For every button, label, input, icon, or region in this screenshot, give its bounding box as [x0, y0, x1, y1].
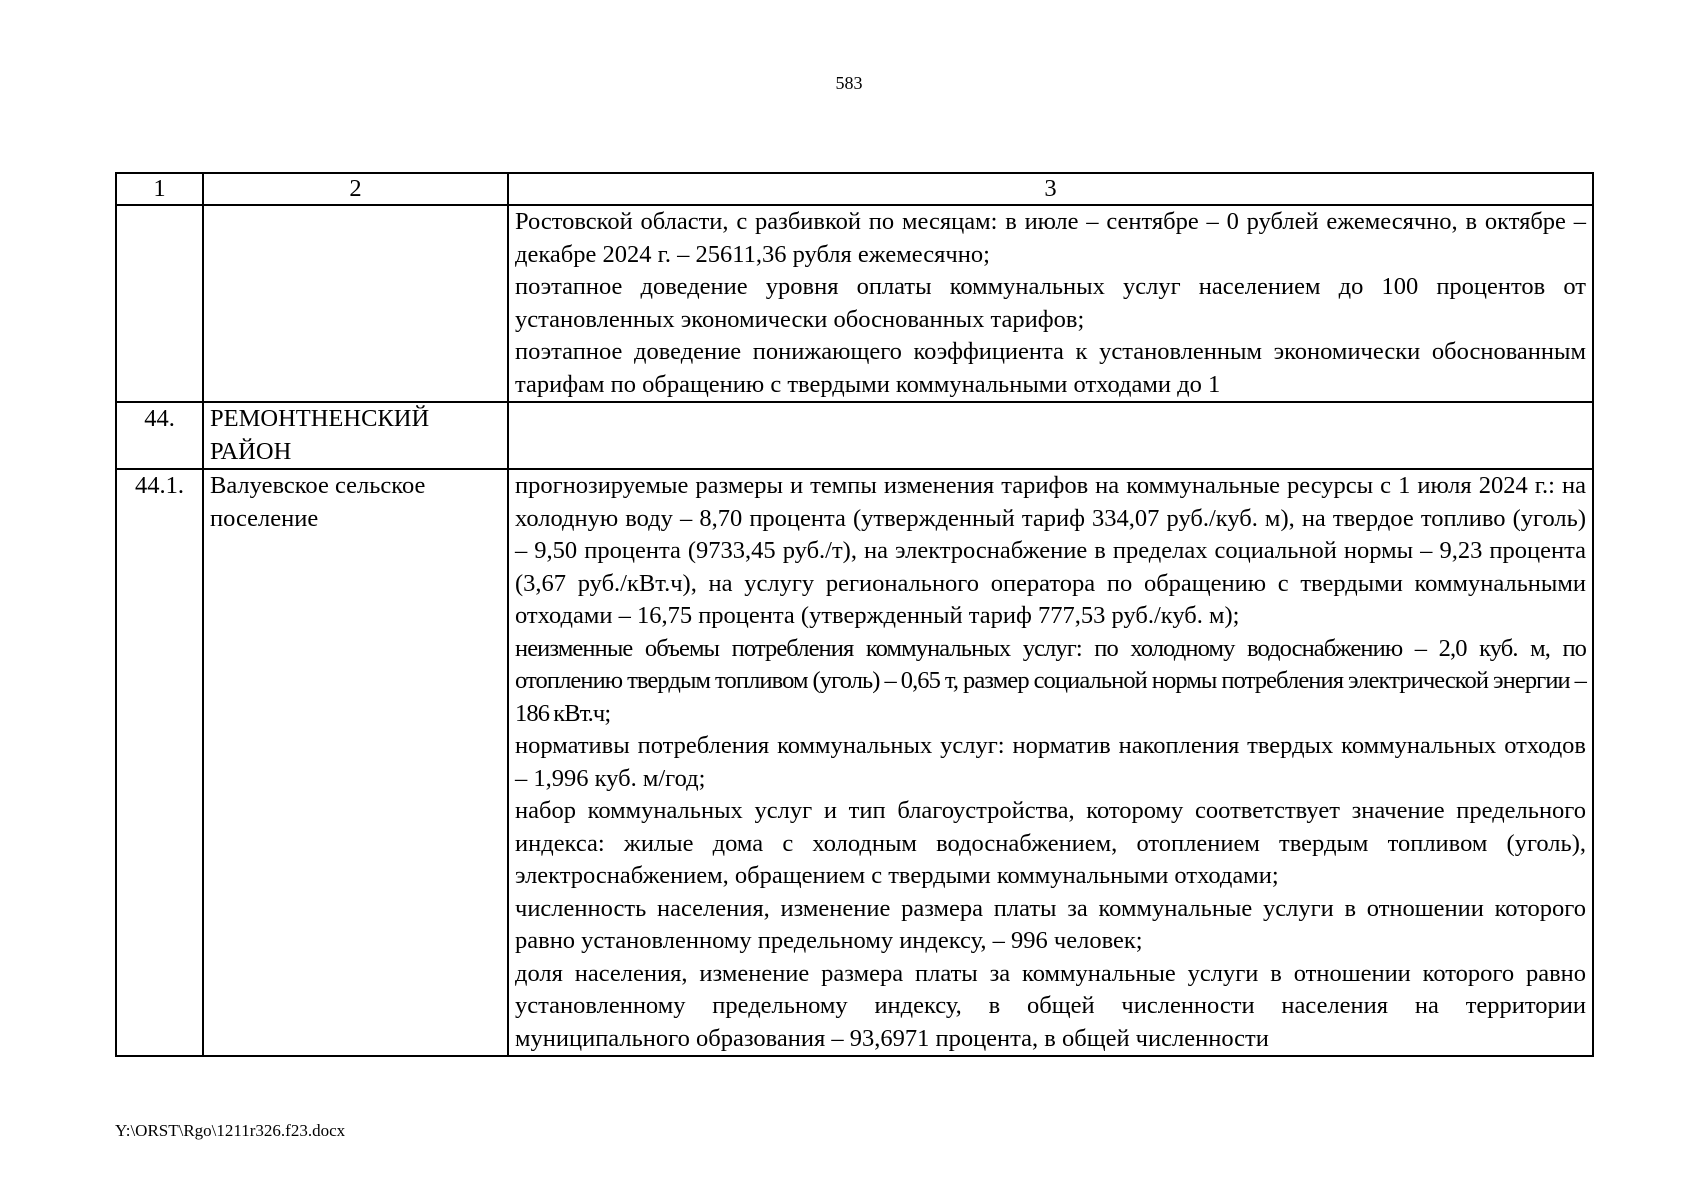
paragraph: численность населения, изменение размера платы за коммунальные услуги в отношении которого равно установленному предельному индексу, – 996 человек;	[515, 894, 1586, 954]
table-row	[116, 469, 1593, 1056]
document-table	[115, 172, 1594, 1057]
row-name-cell: РЕМОНТНЕНСКИЙ РАЙОН	[203, 402, 508, 469]
page-number: 583	[835, 73, 863, 93]
row-text-cell	[508, 402, 1593, 469]
paragraph: поэтапное доведение уровня оплаты коммунальных услуг населением до 100 процентов от установленных экономически обоснованных тарифов;	[515, 273, 1586, 333]
paragraph: поэтапное доведение понижающего коэффициента к установленным экономически обоснованным тарифам по обращению с твердыми коммунальными отходами до 1	[515, 338, 1586, 398]
paragraph: неизменные объемы потребления коммунальных услуг: по холодному водоснабжению – 2,0 куб. м, по отоплению твердым топливом (уголь) – 0,65 т, размер социальной нормы потребления электрической энергии – 186 кВт.ч;	[515, 634, 1586, 727]
table-row	[116, 402, 1593, 469]
row-text-cell	[508, 469, 1593, 1056]
paragraph: набор коммунальных услуг и тип благоустройства, которому соответствует значение предельного индекса: жилые дома с холодным водоснабжением, отоплением твердым топливом (уголь), электроснабжением, обращением с твердыми коммунальными отходами;	[515, 797, 1586, 889]
footer-file-path: Y:\ORST\Rgo\1211r326.f23.docx	[115, 1121, 346, 1140]
row-name-cell	[203, 205, 508, 402]
header-cell-2: 2	[203, 173, 508, 205]
table-row	[116, 205, 1593, 402]
row-number-cell: 44.	[116, 402, 203, 469]
row-text-cell	[508, 205, 1593, 402]
header-cell-3: 3	[508, 173, 1593, 205]
paragraph: прогнозируемые размеры и темпы изменения тарифов на коммунальные ресурсы с 1 июля 2024 г.: на холодную воду – 8,70 процента (утвержденный тариф 334,07 руб./куб. м), на твердое топливо (уголь) – 9,50 процента (9733,45 руб./т), на электроснабжение в пределах социальной нормы – 9,23 процента (3,67 руб./кВт.ч), на услугу регионального оператора по обращению с твердыми коммунальными отходами – 16,75 процента (утвержденный тариф 777,53 руб./куб. м);	[515, 472, 1586, 629]
row-number-cell: 44.1.	[116, 469, 203, 1056]
table-header-row	[116, 173, 1593, 205]
header-cell-1: 1	[116, 173, 203, 205]
row-number-cell	[116, 205, 203, 402]
paragraph: нормативы потребления коммунальных услуг: норматив накопления твердых коммунальных отходов – 1,996 куб. м/год;	[515, 732, 1586, 792]
row-name-cell: Валуевское сельское поселение	[203, 469, 508, 1056]
paragraph: Ростовской области, с разбивкой по месяцам: в июле – сентябре – 0 рублей ежемесячно, в октябре – декабре 2024 г. – 25611,36 рубля ежемесячно;	[515, 208, 1586, 268]
paragraph: доля населения, изменение размера платы за коммунальные услуги в отношении которого равно установленному предельному индексу, в общей численности населения на территории муниципального образования – 93,6971 процента, в общей численности	[515, 959, 1586, 1052]
